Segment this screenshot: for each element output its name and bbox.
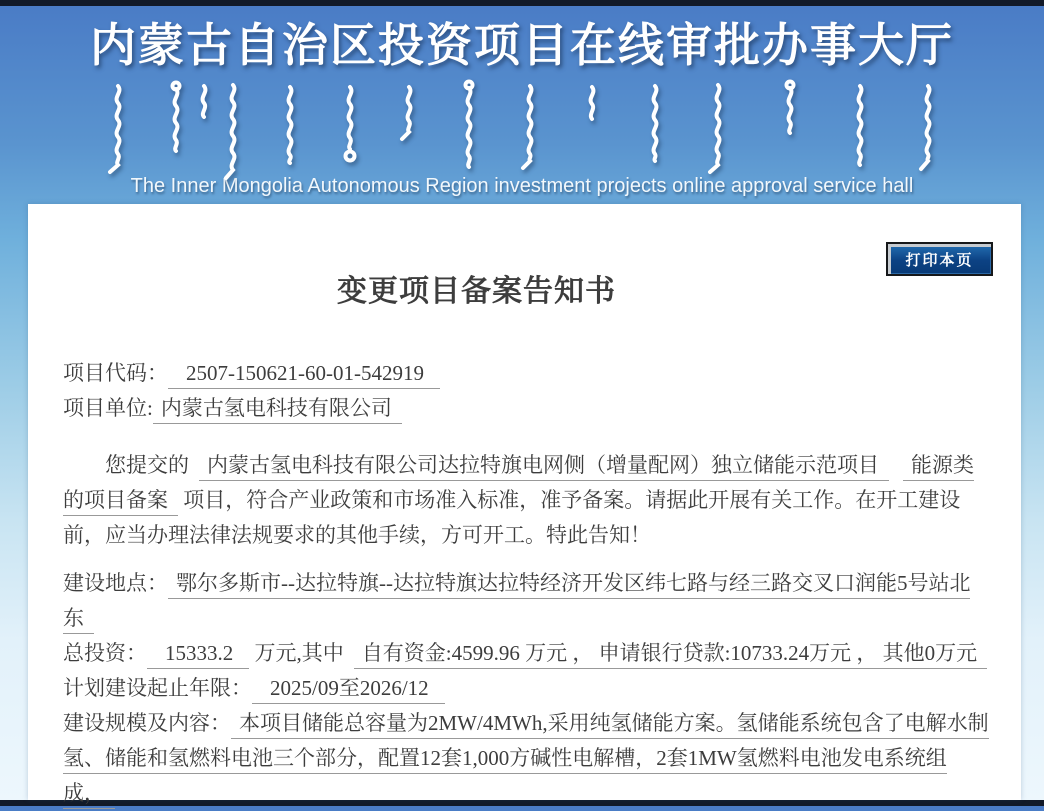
field-location bbox=[63, 566, 990, 636]
document-title: 变更项目备案告知书 bbox=[337, 275, 616, 308]
project-name-value: 内蒙古氢电科技有限公司达拉特旗电网侧（增量配网）独立储能示范项目 bbox=[199, 453, 889, 481]
site-title-chinese: 内蒙古自治区投资项目在线审批办事大厅 bbox=[90, 20, 954, 71]
location-value: 鄂尔多斯市--达拉特旗--达拉特旗达拉特经济开发区纬七路与经三路交叉口润能5号站北东 bbox=[63, 571, 970, 634]
notice-paragraph bbox=[63, 448, 990, 553]
notice-prefix: 您提交的 bbox=[105, 453, 189, 477]
project-unit-value: 内蒙古氢电科技有限公司 bbox=[153, 396, 402, 424]
project-unit-label: 项目单位: bbox=[63, 396, 153, 420]
period-value: 2025/09至2026/12 bbox=[252, 676, 445, 704]
project-category-value: 能源类的项目备案 bbox=[63, 453, 974, 516]
field-project-unit bbox=[63, 391, 990, 426]
site-header bbox=[0, 9, 1044, 198]
period-label: 计划建设起止年限： bbox=[63, 676, 252, 700]
scale-label: 建设规模及内容： bbox=[63, 711, 231, 735]
investment-unit-text: 万元,其中 bbox=[254, 641, 344, 665]
field-period bbox=[63, 671, 990, 706]
field-project-code bbox=[63, 356, 990, 391]
location-label: 建设地点： bbox=[63, 571, 168, 595]
site-title-english: The Inner Mongolia Autonomous Region investment projects online approval service hall bbox=[130, 175, 914, 197]
mongolian-script bbox=[0, 81, 1044, 173]
scale-value: 本项目储能总容量为2MW/4MWh,采用纯氢储能方案。氢储能系统包含了电解水制氢、储能和氢燃料电池三个部分，配置12套1,000方碱性电解槽，2套1MW氢燃料电池发电系统组成， bbox=[63, 711, 989, 809]
investment-total-value: 15333.2 bbox=[147, 641, 249, 669]
field-scale bbox=[63, 706, 990, 811]
project-code-value: 2507-150621-60-01-542919 bbox=[168, 361, 440, 389]
notice-document-panel bbox=[28, 204, 1021, 805]
investment-detail-value: 自有资金:4599.96 万元 ， 申请银行贷款:10733.24万元 ， 其他0万元 bbox=[354, 641, 987, 669]
print-page-button[interactable]: 打印本页 bbox=[886, 242, 993, 276]
investment-label: 总投资： bbox=[63, 641, 147, 665]
notice-body: 项目，符合产业政策和市场准入标准，准予备案。请据此开展有关工作。在开工建设前，应当办理法律法规要求的其他手续，方可开工。特此告知！ bbox=[63, 488, 961, 547]
document-body bbox=[63, 356, 990, 811]
project-code-label: 项目代码： bbox=[63, 361, 168, 385]
field-investment bbox=[63, 636, 990, 671]
